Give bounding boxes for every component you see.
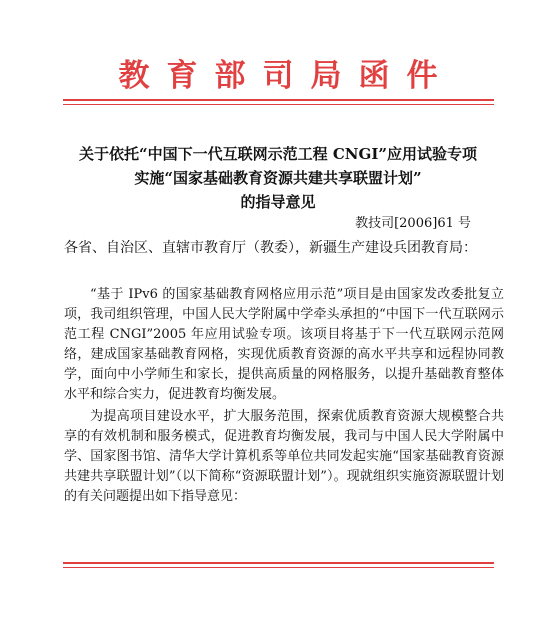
header-rule-thin [63,104,494,105]
header-rule-thick [63,99,494,101]
doc-title-line-2: 实施“国家基础教育资源共建共享联盟计划” [134,169,422,187]
footer-rule-thin [63,567,494,568]
masthead-title: 教育部司局函件 [118,58,455,94]
document-number: 教技司[2006]61 号 [355,216,471,231]
footer-rule-thick [63,562,494,564]
salutation: 各省、自治区、直辖市教育厅（教委），新疆生产建设兵团教育局： [64,240,477,256]
doc-title-line-3: 的指导意见 [240,193,316,211]
paragraph-2: 为提高项目建设水平，扩大服务范围，探索优质教育资源大规模整合共享的有效机制和服务模式，促进教育均衡发展，我司与中国人民大学附属中学、国家图书馆、清华大学计算机系等单位共同发起实施“国家基础教育资源共建共享联盟计划”（以下简称“资源联盟计划”）。现就组织实施资源联盟计划的有关问题提出如下指导意见： [64,409,504,504]
paragraph-1: “基于 IPv6 的国家基础教育网格应用示范”项目是由国家发改委批复立项，我司组织管理，中国人民大学附属中学牵头承担的“中国下一代互联网示范工程 CNGI”2005 年应用试验专项。该项目将基于下一代互联网示范网络，建成国家基础教育网格，实现优质教育资源的高水平共享和远程协同教学，面向中小学师生和家长，提供高质量的网格服务，以提升基础教育整体水平和综合实力，促进教育均衡发展。 [64,287,504,402]
doc-title-line-1: 关于依托“中国下一代互联网示范工程 CNGI”应用试验专项 [79,145,477,163]
